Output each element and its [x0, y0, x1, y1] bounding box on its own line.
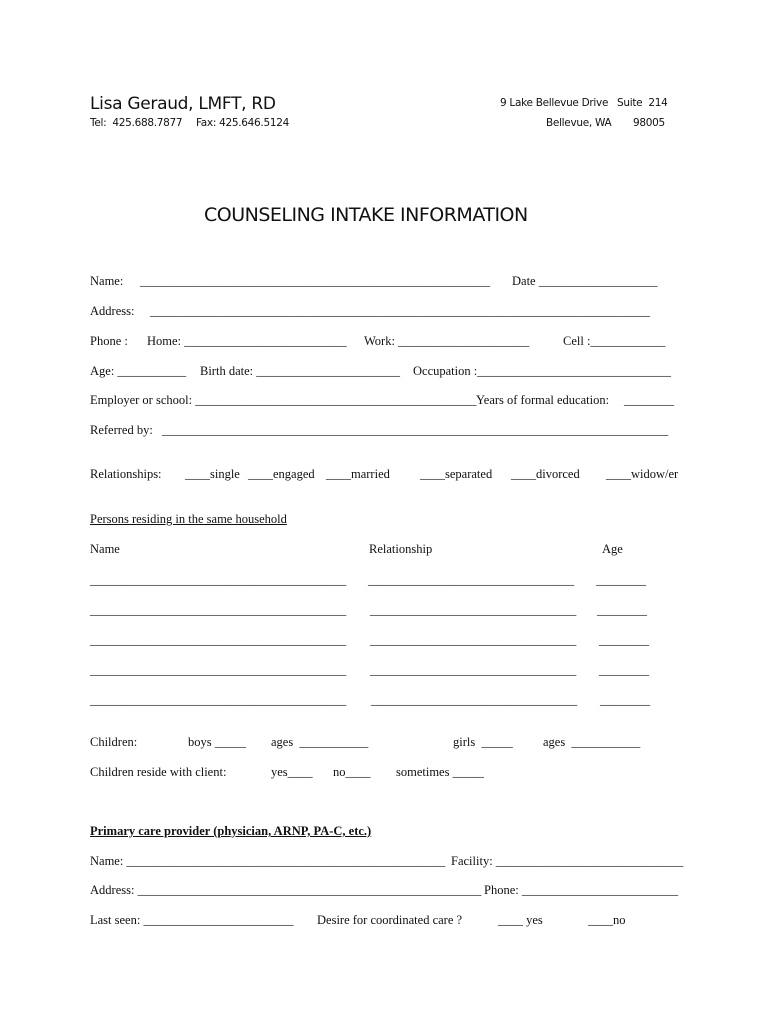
reside-no-field[interactable]: no____	[333, 765, 371, 779]
relationship-separated[interactable]: ____separated	[420, 467, 493, 481]
form-title: COUNSELING INTAKE INFORMATION	[204, 204, 528, 226]
household-row-name[interactable]: _________________________________________	[90, 573, 347, 587]
address-label: Address:	[90, 304, 135, 318]
household-col-relationship: Relationship	[369, 542, 433, 556]
boys-field[interactable]: boys _____	[188, 735, 246, 749]
last-seen-field[interactable]: Last seen: ________________________	[90, 913, 294, 927]
provider-address-field[interactable]: Address: _______________________________________________________	[90, 883, 482, 897]
children-label: Children:	[90, 735, 138, 749]
household-col-name: Name	[90, 542, 120, 556]
relationship-engaged[interactable]: ____engaged	[248, 467, 315, 481]
street-address: 9 Lake Bellevue Drive	[500, 97, 609, 109]
referred-by-field[interactable]: _________________________________________________________________________________	[162, 423, 669, 437]
provider-phone-field[interactable]: Phone: _________________________	[484, 883, 679, 897]
relationship-married[interactable]: ____married	[326, 467, 390, 481]
household-row-relationship[interactable]: _________________________________	[368, 573, 575, 587]
household-row-age[interactable]: ________	[596, 573, 646, 587]
fax: Fax: 425.646.5124	[196, 117, 289, 129]
phone-label: Phone :	[90, 334, 128, 348]
birth-date-field[interactable]: Birth date: _______________________	[200, 364, 400, 378]
occupation-field[interactable]: Occupation :_______________________________	[413, 364, 671, 378]
household-row-relationship[interactable]: _________________________________	[370, 633, 577, 647]
referred-by-label: Referred by:	[90, 423, 153, 437]
household-row-age[interactable]: ________	[599, 633, 649, 647]
household-row-relationship[interactable]: _________________________________	[370, 663, 577, 677]
cell-phone-field[interactable]: Cell :____________	[563, 334, 666, 348]
household-row-relationship[interactable]: _________________________________	[370, 603, 577, 617]
telephone: Tel: 425.688.7877	[90, 117, 183, 129]
girls-field[interactable]: girls _____	[453, 735, 513, 749]
address-field[interactable]: ________________________________________________________________________________	[150, 304, 650, 318]
household-row-name[interactable]: _________________________________________	[90, 693, 347, 707]
provider-name-field[interactable]: Name: ___________________________________________________	[90, 854, 446, 868]
relationship-widow[interactable]: ____widow/er	[606, 467, 679, 481]
coordinated-care-label: Desire for coordinated care ?	[317, 913, 463, 927]
reside-sometimes-field[interactable]: sometimes _____	[396, 765, 484, 779]
years-education-field[interactable]: ________	[624, 393, 674, 407]
household-row-age[interactable]: ________	[597, 603, 647, 617]
household-row-name[interactable]: _________________________________________	[90, 633, 347, 647]
reside-yes-field[interactable]: yes____	[271, 765, 313, 779]
employer-field[interactable]: Employer or school: _____________________________________________	[90, 393, 477, 407]
relationships-label: Relationships:	[90, 467, 162, 481]
relationship-single[interactable]: ____single	[185, 467, 240, 481]
relationship-divorced[interactable]: ____divorced	[511, 467, 580, 481]
years-education-label: Years of formal education:	[476, 393, 610, 407]
primary-care-heading: Primary care provider (physician, ARNP, PA-C, etc.)	[90, 824, 372, 838]
zip-code: 98005	[633, 117, 665, 129]
name-field[interactable]: ________________________________________________________	[140, 274, 490, 288]
household-row-name[interactable]: _________________________________________	[90, 603, 347, 617]
date-field[interactable]: Date ___________________	[512, 274, 658, 288]
children-reside-label: Children reside with client:	[90, 765, 227, 779]
household-row-age[interactable]: ________	[600, 693, 650, 707]
girls-ages-field[interactable]: ages ___________	[543, 735, 641, 749]
household-heading: Persons residing in the same household	[90, 512, 287, 526]
household-row-name[interactable]: _________________________________________	[90, 663, 347, 677]
household-row-relationship[interactable]: _________________________________	[371, 693, 578, 707]
age-field[interactable]: Age: ___________	[90, 364, 187, 378]
coordinated-care-no[interactable]: ____no	[588, 913, 626, 927]
coordinated-care-yes[interactable]: ____ yes	[498, 913, 543, 927]
city-state: Bellevue, WA	[546, 117, 612, 129]
household-col-age: Age	[602, 542, 623, 556]
boys-ages-field[interactable]: ages ___________	[271, 735, 369, 749]
practitioner-name: Lisa Geraud, LMFT, RD	[90, 94, 276, 114]
home-phone-field[interactable]: Home: __________________________	[147, 334, 347, 348]
facility-field[interactable]: Facility: ______________________________	[451, 854, 684, 868]
work-phone-field[interactable]: Work: _____________________	[364, 334, 530, 348]
name-label: Name:	[90, 274, 124, 288]
suite: Suite 214	[617, 97, 668, 109]
household-row-age[interactable]: ________	[599, 663, 649, 677]
